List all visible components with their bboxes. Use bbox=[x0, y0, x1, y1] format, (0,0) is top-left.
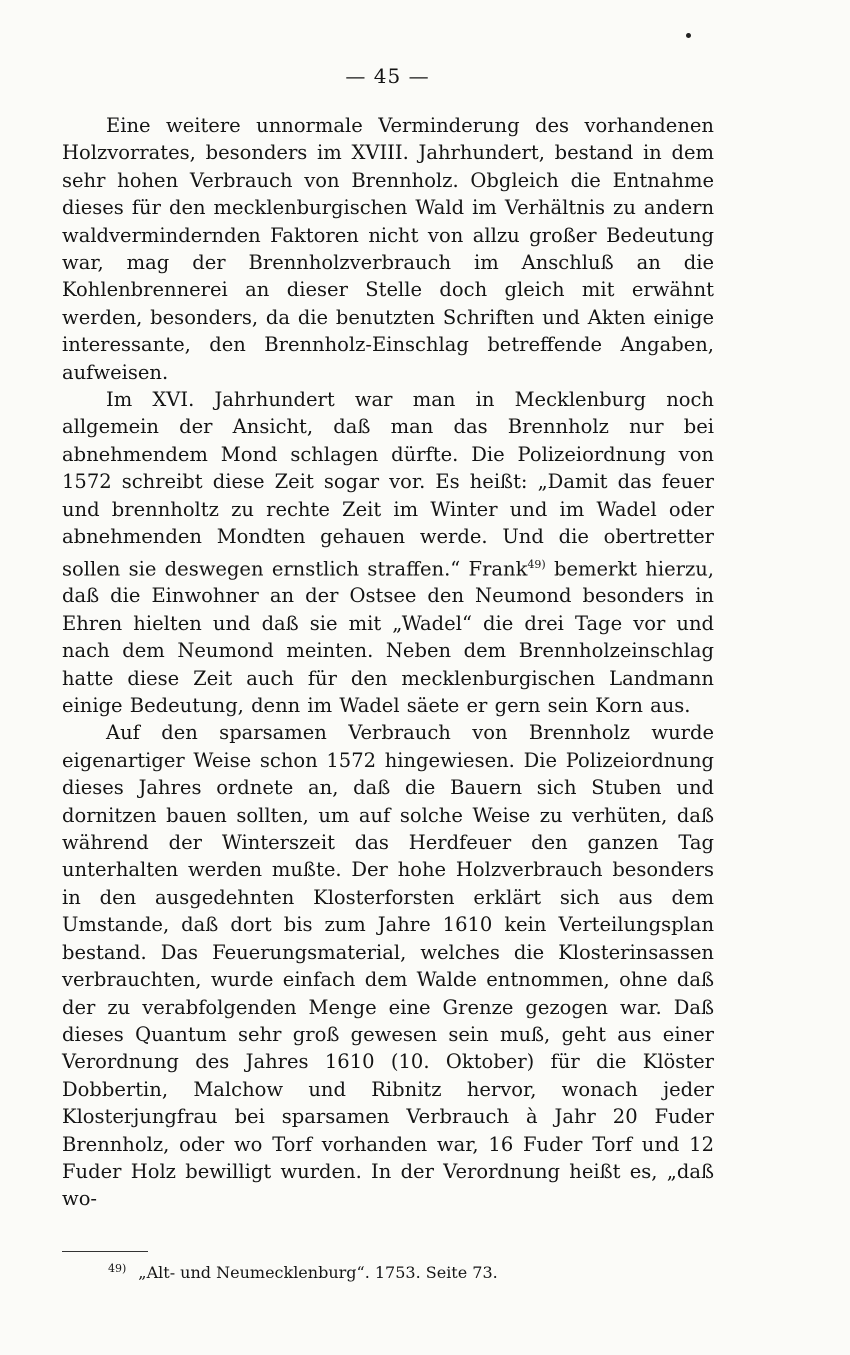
paragraph-brennholz-verbrauch: Eine weitere unnormale Verminderung des vorhandenen Holzvorrates, besonders im XVIII. Jahrhundert, bestand in dem sehr hohen Verbrauch von Brennholz. Obgleich die Entnahme dieses für den mecklenburgischen Wald im Verhältnis zu andern waldvermindernden Faktoren nicht von allzu großer Bedeutung war, mag der Brennholzverbrauch im Anschluß an die Kohlenbrennerei an dieser Stelle doch gleich mit erwähnt werden, besonders, da die benutzten Schriften und Akten einige interessante, den Brennholz-Einschlag betreffende Angaben, aufweisen. bbox=[62, 114, 714, 384]
footnote-text: „Alt- und Neumecklenburg“. 1753. Seite 73. bbox=[138, 1263, 498, 1282]
body-text bbox=[62, 112, 714, 1213]
paragraph-mond-schlagen-continuation: bemerkt hierzu, daß die Einwohner an der Ostsee den Neumond besonders in Ehren hielten und daß sie mit „Wadel“ die drei Tage vor und nach dem Neumond meinten. Neben dem Brennholzeinschlag hatte diese Zeit auch für den mecklenburgischen Landmann einige Bedeutung, denn im Wadel säete er gern sein Korn aus. bbox=[62, 557, 714, 718]
paragraph-sparsamer-verbrauch: Auf den sparsamen Verbrauch von Brennholz wurde eigenartiger Weise schon 1572 hingewiesen. Die Polizeiordnung dieses Jahres ordnete an, daß die Bauern sich Stuben und dornitzen bauen sollten, um auf solche Weise zu verhüten, daß während der Winterszeit das Herdfeuer den ganzen Tag unterhalten werden mußte. Der hohe Holzverbrauch besonders in den ausgedehnten Klosterforsten erklärt sich aus dem Umstande, daß dort bis zum Jahre 1610 kein Verteilungsplan bestand. Das Feuerungsmaterial, welches die Klosterinsassen verbrauchten, wurde einfach dem Walde entnommen, ohne daß der zu verabfolgenden Menge eine Grenze gezogen war. Daß dieses Quantum sehr groß gewesen sein muß, geht aus einer Verordnung des Jahres 1610 (10. Oktober) für die Klöster Dobbertin, Malchow und Ribnitz hervor, wonach jeder Klosterjungfrau bei sparsamen Verbrauch à Jahr 20 Fuder Brennholz, oder wo Torf vorhanden war, 16 Fuder Torf und 12 Fuder Holz bewilligt wurden. In der Verordnung heißt es, „daß wo- bbox=[62, 721, 714, 1211]
page-number: — 45 — bbox=[345, 64, 430, 88]
print-speck bbox=[686, 33, 691, 38]
paragraph-mond-schlagen-text: Im XVI. Jahrhundert war man in Mecklenburg noch allgemein der Ansicht, daß man das Brennholz nur bei abnehmendem Mond schlagen dürfte. Die Polizeiordnung von 1572 schreibt diese Zeit sogar vor. Es heißt: „Damit das feuer und brennholtz zu rechte Zeit im Winter und im Wadel oder abnehmenden Mondten gehauen werde. Und die obertretter sollen sie deswegen ernstlich straffen.“ Frank bbox=[62, 388, 714, 580]
footnote bbox=[108, 1262, 498, 1284]
footnote-divider bbox=[62, 1251, 148, 1252]
footnote-marker: 49) bbox=[108, 1262, 127, 1275]
footnote-reference: 49) bbox=[527, 557, 546, 571]
paragraph-mond-schlagen bbox=[62, 386, 714, 719]
